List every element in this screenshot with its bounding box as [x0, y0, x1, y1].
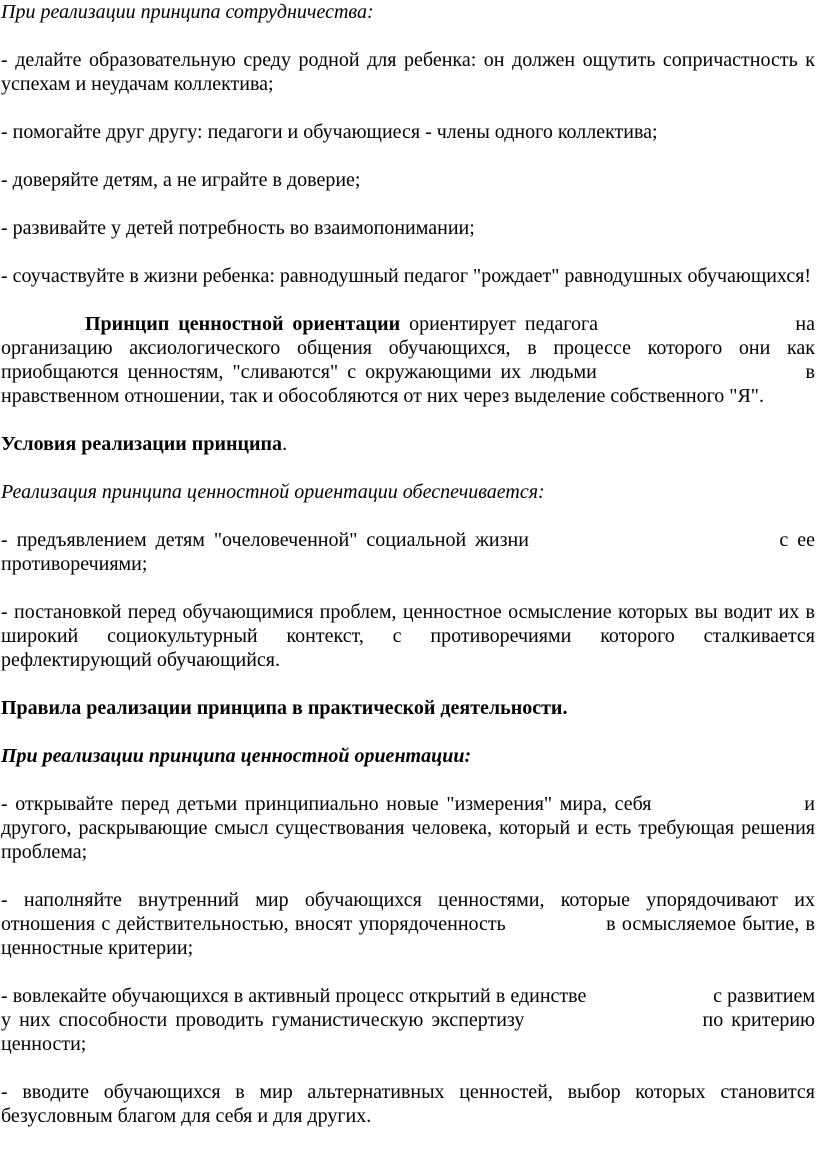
heading-cooperation-rules: При реализации принципа сотрудничества: — [1, 1, 374, 23]
rule-item: - развивайте у детей потребность во взаимопонимании; — [1, 217, 475, 239]
practice-rules-heading: Правила реализации принципа в практической деятельности. — [1, 697, 568, 719]
rule-item: - доверяйте детям, а не играйте в доверие; — [1, 169, 361, 191]
rule-item: - вовлекайте обучающихся в активный процесс открытий в единстве с развитием у них способности проводить гуманистическую экспертизу по критерию ценности; — [1, 985, 815, 1055]
conditions-heading-text: Условия реализации принципа — [1, 433, 283, 455]
principle-paragraph — [1, 312, 815, 408]
rule-item: - открывайте перед детьми принципиально новые "измерения" мира, себя и другого, раскрывающие смысл существования человека, который и есть требующая решения проблема; — [1, 793, 815, 863]
rule-item: - наполняйте внутренний мир обучающихся ценностями, которые упорядочивают их отношения с действительностью, вносят упорядоченность в осмысляемое бытие, в ценностные критерии; — [1, 889, 815, 959]
principle-text: ориентирует педагога на организацию аксиологического общения обучающихся, в процессе которого они как приобщаются ценностям, "сливаются" с окружающими их людьми в нравственном отношении, так и обособляются от них через выделение собственного "Я". — [1, 313, 815, 407]
rule-item: - делайте образовательную среду родной для ребенка: он должен ощутить сопричастность к успехам и неудачам коллектива; — [1, 49, 815, 95]
rule-item: - вводите обучающихся в мир альтернативных ценностей, выбор которых становится безусловным благом для себя и для других. — [1, 1081, 815, 1127]
condition-item: - предъявлением детям "очеловеченной" социальной жизни с ее противоречиями; — [1, 529, 815, 575]
implementation-intro: Реализация принципа ценностной ориентации обеспечивается: — [1, 481, 545, 503]
rule-item: - помогайте друг другу: педагоги и обучающиеся - члены одного коллектива; — [1, 121, 658, 143]
conditions-heading — [1, 432, 815, 456]
value-orientation-heading: При реализации принципа ценностной ориентации: — [1, 745, 472, 767]
principle-term: Принцип ценностной ориентации — [85, 313, 401, 335]
rule-item: - соучаствуйте в жизни ребенка: равнодушный педагог "рождает" равнодушных обучающихся! — [1, 265, 812, 287]
conditions-heading-dot: . — [282, 433, 288, 455]
condition-item: - постановкой перед обучающимися проблем, ценностное осмысление которых вы водит их в широкий социокультурный контекст, с противоречиями которого сталкивается рефлектирующий обучающийся. — [1, 601, 815, 671]
